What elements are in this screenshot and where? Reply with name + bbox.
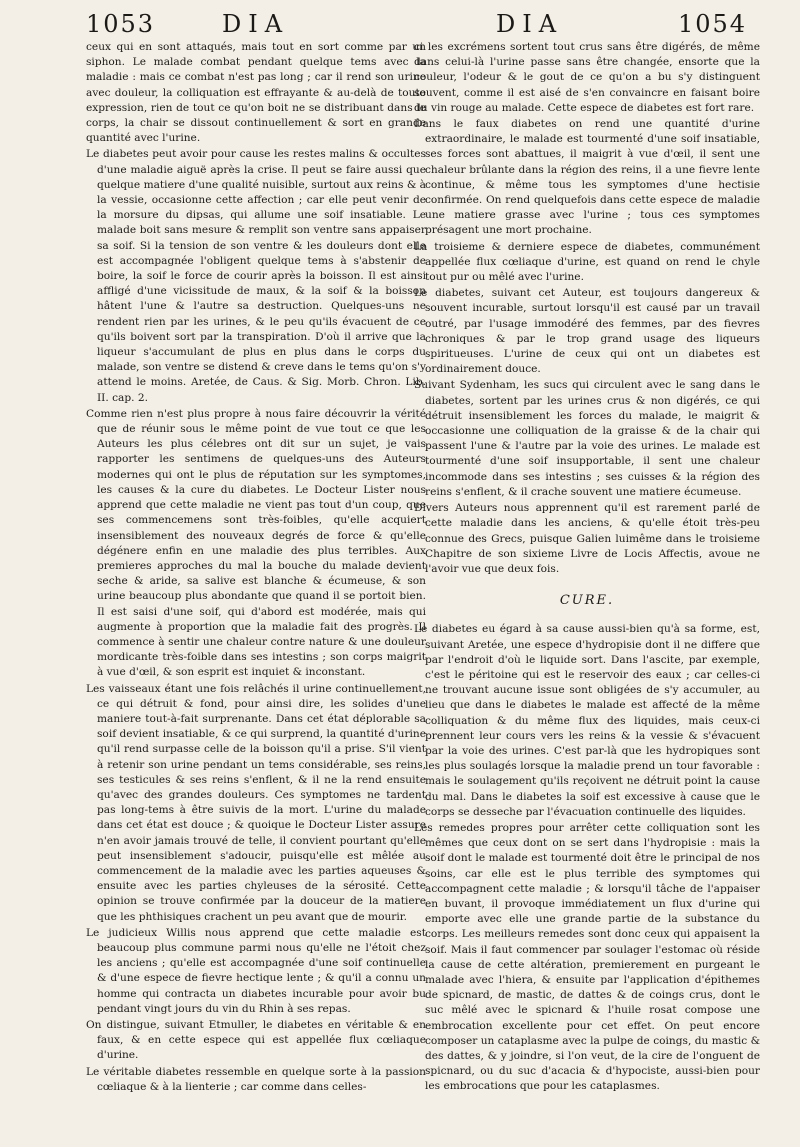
paragraph: ceux qui en sont attaqués, mais tout en sort comme par un siphon. Le malade combat pendant quelque tems avec la maladie : mais ce combat n'est pas long ; car il rend son urine avec douleur, la colliquation est effrayante & au-delà de toute expression, rien de tout ce qu'on boit ne se distribuant dans le corps, la chair se dissout continuellement & sort en grande quantité avec l'urine. [86,41,426,145]
left-column [86,40,426,1096]
paragraph: La troisieme & derniere espece de diabetes, communément appellée flux cœliaque d'urine, est quand on rend le chyle tout pur ou mêlé avec l'urine. [414,240,760,284]
paragraph: On distingue, suivant Etmuller, le diabetes en véritable & en faux, & en cette espece qui est appellée flux cœliaque d'urine. [86,1019,426,1062]
paragraph: Les remedes propres pour arrêter cette colliquation sont les mêmes que ceux dont on se sert dans l'hydropisie : mais la soif dont le malade est tourmenté doit être le principal de nos soins, car elle est le plus terrible des symptomes qui accompagnent cette maladie ; & lorsqu'il tâche de l'appaiser en buvant, il provoque immédiatement un flux d'urine qui emporte avec elle une grande partie de la substance du corps. Les meilleurs remedes sont donc ceux qui appaisent la soif. Mais il faut commencer par soulager l'estomac où réside la cause de cette altération, premierement en purgeant le malade avec l'hiera, & ensuite par l'application d'épithemes de spicnard, de mastic, de dattes & de coings crus, dont le suc mêlé avec le spicnard & l'huile rosat compose une embrocation excellente pour cet effet. On peut encore composer un cataplasme avec la pulpe de coings, du mastic & des dattes, & y joindre, si l'on veut, de la cire de l'onguent de spicnard, ou du suc d'acacia & d'hypociste, aussi-bien pour les embrocations que pour les cataplasmes. [414,821,760,1093]
paragraph: Le véritable diabetes ressemble en quelque sorte à la passion cœliaque & à la lienterie ; car comme dans celles- [86,1065,426,1093]
paragraph: Le diabetes peut avoir pour cause les restes malins & occultes d'une maladie aiguë après la crise. Il peut se faire aussi que quelque matiere d'une qualité nuisible, surtout aux reins & à la vessie, occasionne cette affection ; car elle peut venir de la morsure du dipsas, qui allume une soif insatiable. Le malade boit sans mesure & remplit son ventre sans appaiser sa soif. Si la tension de son ventre & les douleurs dont elle est accompagnée l'obligent quelque tems à s'abstenir de boire, la soif le force de courir après la boisson. Il est ainsi affligé d'une vicissitude de maux, & la soif & la boisson hâtent l'une & l'autre sa destruction. Quelques-uns ne rendent rien par les urines, & le peu qu'ils évacuent de ce qu'ils boivent sort par la transpiration. D'où il arrive que la liqueur s'accumulant de plus en plus dans le corps du malade, son ventre se distend & creve dans le tems qu'on s'y attend le moins. Aretée, de Caus. & Sig. Morb. Chron. Lib. II. cap. 2. [86,148,426,404]
paragraph: Dans le faux diabetes on rend une quantité d'urine extraordinaire, le malade est tourmenté d'une soif insatiable, ses forces sont abattues, il maigrit à vue d'œil, il sent une chaleur brûlante dans la région des reins, il a une fievre lente continue, & même tous les symptomes d'une hectisie confirmée. On rend quelquefois dans cette espece de maladie une matiere grasse avec l'urine ; tous ces symptomes présagent une mort prochaine. [414,118,760,237]
paragraph: Le judicieux Willis nous apprend que cette maladie est beaucoup plus commune parmi nous qu'elle ne l'étoit chez les anciens ; qu'elle est accompagnée d'une soif continuelle & d'une espece de fievre hectique lente ; & qu'il a connu un homme qui contracta un diabetes incurable pour avoir bu pendant vingt jours du vin du Rhin à ses repas. [86,926,426,1015]
section-title: CURE. [559,593,615,609]
running-head-left: DIA [222,10,290,38]
page-number-left: 1053 [86,10,156,38]
paragraph: Divers Auteurs nous apprennent qu'il est rarement parlé de cette maladie dans les anciens, & qu'elle étoit très-peu connue des Grecs, puisque Galien luimême dans le troisieme Chapitre de son sixieme Livre de Locis Affectis, avoue ne l'avoir vue que deux fois. [414,502,760,575]
paragraph: Les vaisseaux étant une fois relâchés il urine continuellement, ce qui détruit & fond, pour ainsi dire, les solides d'une maniere tout-à-fait surprenante. Dans cet état déplorable sa soif devient insatiable, & ce qui surprend, la quantité d'urine qu'il rend surpasse celle de la boisson qu'il a prise. S'il vient à retenir son urine pendant un tems considérable, ses reins, ses testicules & ses reins s'enflent, & il ne la rend ensuite qu'avec des grandes douleurs. Ces symptomes ne tardent pas long-tems à être suivis de la mort. L'urine du malade dans cet état est douce ; & quoique le Docteur Lister assure n'en avoir jamais trouvé de telle, il convient pourtant qu'elle peut insensiblement s'adoucir, puisqu'elle est mêlée au commencement de la maladie avec les parties aqueuses & ensuite avec les parties chyleuses de la sérosité. Cette opinion se trouve confirmée par la douceur de la matiere que les phthisiques crachent un peu avant que de mourir. [86,682,426,923]
right-column [414,40,760,1096]
running-head-right: DIA [496,10,564,38]
paragraph: Suivant Sydenham, les sucs qui circulent avec le sang dans le diabetes, sortent par les urines crus & non digérés, ce qui détruit insensiblement les forces du malade, le maigrit & occasionne une colliquation de la graisse & de la chair qui passent l'une & l'autre par la voie des urines. Le malade est tourmenté d'une soif insupportable, il sent une chaleur incommode dans ses intestins ; ses cuisses & la région des reins s'enflent, & il crache souvent une matiere écumeuse. [414,379,760,498]
paragraph: ci les excrémens sortent tout crus sans être digérés, de même dans celui-là l'urine passe sans être changée, ensorte que la couleur, l'odeur & le gout de ce qu'on a bu s'y distinguent souvent, comme il est aisé de s'en convaincre en faisant boire du vin rouge au malade. Cette espece de diabetes est fort rare. [414,41,760,114]
page-number-right: 1054 [678,10,748,38]
paragraph: Le diabetes eu égard à sa cause aussi-bien qu'à sa forme, est, suivant Aretée, une espece d'hydropisie dont il ne differe que par l'endroit d'où le liquide sort. Dans l'ascite, par exemple, c'est le péritoine qui est le reservoir des eaux ; car celles-ci ne trouvant aucune issue sont obligées de s'y accumuler, au lieu que dans le diabetes le malade est affecté de la même colliquation & du même flux des liquides, mais ceux-ci prennent leur cours vers les reins & la vessie & s'évacuent par la voie des urines. C'est par-là que les hydropiques sont les plus soulagés lorsque la maladie prend un tour favorable : mais le soulagement qu'ils reçoivent ne détruit point la cause du mal. Dans le diabetes la soif est excessive à cause que le corps se desseche par l'évacuation continuelle des liquides. [414,623,760,818]
paragraph: Comme rien n'est plus propre à nous faire découvrir la vérité que de réunir sous le même point de vue tout ce que les Auteurs les plus célebres ont dit sur un sujet, je vais rapporter les sentimens de quelques-uns des Auteurs modernes qui ont le plus de réputation sur les symptomes, les causes & la cure du diabetes. Le Docteur Lister nous apprend que cette maladie ne vient pas tout d'un coup, que ses commencemens sont très-foibles, qu'elle acquiert insensiblement des nouveaux degrés de force & qu'elle dégénere enfin en une maladie des plus terribles. Aux premieres approches du mal la bouche du malade devient seche & aride, sa salive est blanche & écumeuse, & son urine beaucoup plus abondante que quand il se portoit bien. Il est saisi d'une soif, qui d'abord est modérée, mais qui augmente à proportion que la maladie fait des progrès. Il commence à sentir une chaleur contre nature & une douleur mordicante très-foible dans ses intestins ; son corps maigrit à vue d'œil, & son esprit est inquiet & inconstant. [86,407,426,679]
paragraph: Le diabetes, suivant cet Auteur, est toujours dangereux & souvent incurable, surtout lorsqu'il est causé par un travail outré, par l'usage immodéré des femmes, par des fievres chroniques & par le trop grand usage des liqueurs spiritueuses. L'urine de ceux qui ont un diabetes est ordinairement douce. [414,287,760,376]
